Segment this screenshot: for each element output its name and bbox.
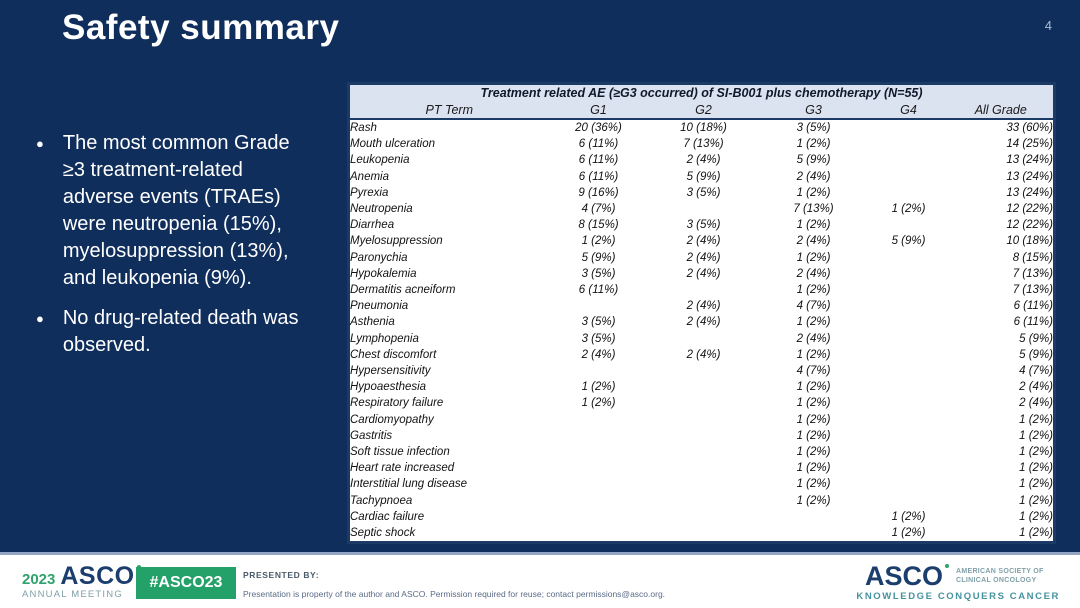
value-cell	[869, 119, 949, 136]
pt-term-cell: Anemia	[350, 170, 389, 183]
value-cell	[549, 493, 649, 509]
value-cell: 5 (9%)	[796, 154, 831, 167]
value-cell: 1 (2%)	[796, 138, 831, 151]
value-cell: 7 (13%)	[1012, 267, 1053, 280]
value-cell: 6 (11%)	[578, 154, 619, 167]
pt-term-cell: Respiratory failure	[350, 397, 444, 410]
value-cell	[649, 379, 759, 395]
pt-term-cell: Hypoaesthesia	[350, 381, 427, 394]
value-cell: 4 (7%)	[796, 300, 831, 313]
table-row	[349, 493, 1055, 509]
presented-by-block	[243, 570, 665, 599]
value-cell	[869, 363, 949, 379]
logo-asco-wordmark: ASCO	[60, 562, 135, 590]
hashtag-badge: #ASCO23	[136, 567, 236, 599]
value-cell	[649, 282, 759, 298]
pt-term-cell: Pyrexia	[350, 186, 389, 199]
value-cell: 3 (5%)	[686, 219, 721, 232]
table-row	[349, 509, 1055, 525]
value-cell: 2 (4%)	[796, 235, 831, 248]
value-cell: 1 (2%)	[581, 397, 616, 410]
value-cell: 2 (4%)	[686, 154, 721, 167]
value-cell: 13 (24%)	[1006, 170, 1053, 183]
value-cell: 3 (5%)	[686, 186, 721, 199]
value-cell: 2 (4%)	[796, 170, 831, 183]
value-cell: 13 (24%)	[1006, 154, 1053, 167]
bullet-item	[36, 130, 328, 292]
value-cell: 1 (2%)	[581, 235, 616, 248]
value-cell: 4 (7%)	[581, 203, 616, 216]
value-cell: 2 (4%)	[1019, 381, 1053, 394]
value-cell	[759, 525, 869, 543]
bullet-text: ● The most common Grade ≥3 treatment-related adverse events (TRAEs) were neutropenia (15%), myelosuppression (13%), and leukopenia (9%).	[62, 132, 290, 289]
value-cell: 1 (2%)	[796, 348, 831, 361]
value-cell: 3 (5%)	[581, 316, 616, 329]
slide-number: 4	[1044, 18, 1052, 33]
column-header-g3: G3	[759, 101, 869, 119]
value-cell: 2 (4%)	[686, 251, 721, 264]
value-cell	[869, 169, 949, 185]
value-cell	[649, 428, 759, 444]
value-cell	[649, 525, 759, 543]
value-cell: 6 (11%)	[578, 170, 619, 183]
value-cell: 10 (18%)	[680, 122, 727, 134]
pt-term-cell: Hypersensitivity	[350, 365, 431, 378]
value-cell	[869, 444, 949, 460]
pt-term-cell: Gastritis	[350, 429, 393, 442]
pt-term-cell: Hypokalemia	[350, 267, 417, 280]
society-tagline: KNOWLEDGE CONQUERS CANCER	[856, 591, 1060, 603]
trademark-dot-icon	[945, 564, 949, 568]
asco-wordmark: ASCO	[864, 561, 943, 591]
value-cell	[869, 266, 949, 282]
value-cell	[549, 460, 649, 476]
pt-term-cell: Rash	[350, 122, 377, 134]
bullet-text: ● No drug-related death was observed.	[62, 307, 299, 356]
value-cell: 33 (60%)	[1006, 122, 1053, 134]
column-header-g1: G1	[549, 101, 649, 119]
value-cell: 7 (13%)	[1012, 284, 1053, 297]
table-row	[349, 136, 1055, 152]
value-cell	[869, 460, 949, 476]
value-cell: 1 (2%)	[796, 397, 831, 410]
value-cell: 1 (2%)	[581, 381, 616, 394]
table-title: Treatment related AE (≥G3 occurred) of SI-B001 plus chemotherapy (N=55)	[349, 84, 1055, 102]
value-cell	[869, 412, 949, 428]
value-cell: 6 (11%)	[1013, 316, 1053, 329]
value-cell: 1 (2%)	[1019, 462, 1053, 475]
value-cell: 5 (9%)	[1019, 348, 1053, 361]
pt-term-cell: Lymphopenia	[350, 332, 419, 345]
value-cell	[869, 395, 949, 411]
value-cell	[869, 379, 949, 395]
table-row	[349, 331, 1055, 347]
table-row	[349, 347, 1055, 363]
value-cell	[759, 509, 869, 525]
column-header-g2: G2	[649, 101, 759, 119]
value-cell: 2 (4%)	[796, 267, 831, 280]
value-cell	[649, 444, 759, 460]
value-cell: 6 (11%)	[578, 284, 619, 297]
value-cell: 4 (7%)	[796, 365, 831, 378]
value-cell: 5 (9%)	[891, 235, 926, 248]
value-cell	[869, 152, 949, 168]
value-cell	[869, 493, 949, 509]
value-cell: 6 (11%)	[1013, 300, 1053, 313]
bullet-item	[36, 305, 328, 359]
presented-by-label: PRESENTED BY:	[243, 570, 320, 580]
table-row	[349, 412, 1055, 428]
value-cell	[549, 509, 649, 525]
table-row	[349, 185, 1055, 201]
table-row	[349, 217, 1055, 233]
table-row	[349, 395, 1055, 411]
footer-bar	[0, 552, 1080, 608]
asco-annual-meeting-logo	[22, 562, 141, 600]
logo-year: 2023	[22, 571, 56, 588]
value-cell: 1 (2%)	[796, 446, 831, 459]
value-cell: 6 (11%)	[578, 138, 619, 151]
value-cell	[649, 363, 759, 379]
value-cell	[549, 444, 649, 460]
column-header-g4: G4	[869, 101, 949, 119]
value-cell	[869, 136, 949, 152]
value-cell: 1 (2%)	[796, 251, 831, 264]
value-cell	[649, 395, 759, 411]
table-row	[349, 282, 1055, 298]
value-cell	[869, 217, 949, 233]
value-cell	[869, 282, 949, 298]
table-row	[349, 428, 1055, 444]
pt-term-cell: Dermatitis acneiform	[350, 284, 456, 297]
table-header-row	[349, 101, 1055, 119]
table-title-row	[349, 84, 1055, 102]
value-cell	[649, 509, 759, 525]
page-title: Safety summary	[62, 8, 340, 47]
value-cell: 13 (24%)	[1006, 186, 1053, 199]
value-cell: 10 (18%)	[1006, 235, 1053, 248]
value-cell: 5 (9%)	[581, 251, 616, 264]
table-row	[349, 119, 1055, 136]
table-row	[349, 525, 1055, 543]
value-cell: 8 (15%)	[1012, 251, 1053, 264]
pt-term-cell: Asthenia	[350, 316, 395, 329]
table-row	[349, 460, 1055, 476]
value-cell: 7 (13%)	[793, 203, 834, 216]
value-cell	[549, 476, 649, 492]
pt-term-cell: Pneumonia	[350, 300, 409, 313]
value-cell: 2 (4%)	[686, 316, 721, 329]
value-cell	[869, 428, 949, 444]
value-cell	[549, 428, 649, 444]
table-row	[349, 314, 1055, 330]
value-cell: 5 (9%)	[686, 170, 721, 183]
value-cell: 1 (2%)	[796, 219, 831, 232]
value-cell: 3 (5%)	[581, 267, 616, 280]
permission-text: Presentation is property of the author and ASCO. Permission required for reuse; contact permissions@asco.org.	[243, 589, 666, 599]
value-cell: 2 (4%)	[686, 300, 721, 313]
value-cell: 1 (2%)	[796, 462, 831, 475]
pt-term-cell: Neutropenia	[350, 203, 413, 216]
logo-subtitle: ANNUAL MEETING	[22, 589, 123, 600]
value-cell: 1 (2%)	[1019, 527, 1053, 540]
value-cell: 1 (2%)	[796, 478, 831, 491]
table-row	[349, 444, 1055, 460]
pt-term-cell: Mouth ulceration	[350, 138, 436, 151]
value-cell	[649, 331, 759, 347]
value-cell: 12 (22%)	[1006, 203, 1053, 216]
pt-term-cell: Tachypnoea	[350, 494, 413, 507]
table-row	[349, 266, 1055, 282]
value-cell: 1 (2%)	[796, 381, 831, 394]
pt-term-cell: Chest discomfort	[350, 348, 437, 361]
asco-society-logo	[856, 561, 1060, 603]
value-cell: 12 (22%)	[1006, 219, 1053, 232]
value-cell: 2 (4%)	[581, 348, 616, 361]
value-cell	[869, 314, 949, 330]
value-cell: 14 (25%)	[1006, 138, 1053, 151]
pt-term-cell: Heart rate increased	[350, 462, 455, 475]
value-cell: 3 (5%)	[581, 332, 616, 345]
value-cell: 1 (2%)	[891, 510, 926, 523]
value-cell: 1 (2%)	[1019, 478, 1053, 491]
pt-term-cell: Cardiac failure	[350, 510, 425, 523]
table-row	[349, 298, 1055, 314]
value-cell: 1 (2%)	[1019, 510, 1053, 523]
value-cell: 2 (4%)	[796, 332, 831, 345]
bullet-list	[36, 130, 328, 372]
value-cell	[549, 298, 649, 314]
pt-term-cell: Septic shock	[350, 527, 416, 540]
pt-term-cell: Paronychia	[350, 251, 408, 264]
value-cell	[649, 493, 759, 509]
table-body	[349, 119, 1055, 543]
ae-table	[347, 82, 1056, 544]
value-cell	[869, 250, 949, 266]
value-cell: 9 (16%)	[578, 186, 619, 199]
value-cell: 1 (2%)	[1019, 413, 1053, 426]
value-cell	[649, 476, 759, 492]
value-cell	[869, 298, 949, 314]
table-row	[349, 379, 1055, 395]
value-cell: 1 (2%)	[1019, 446, 1053, 459]
value-cell	[549, 363, 649, 379]
value-cell	[869, 476, 949, 492]
society-name: AMERICAN SOCIETY OF CLINICAL ONCOLOGY	[956, 567, 1044, 585]
value-cell	[869, 185, 949, 201]
value-cell: 1 (2%)	[796, 494, 831, 507]
table-row	[349, 250, 1055, 266]
pt-term-cell: Soft tissue infection	[350, 446, 450, 459]
value-cell	[649, 412, 759, 428]
pt-term-cell: Myelosuppression	[350, 235, 443, 248]
value-cell	[549, 412, 649, 428]
value-cell: 1 (2%)	[796, 316, 831, 329]
value-cell	[649, 201, 759, 217]
table-row	[349, 233, 1055, 249]
table-row	[349, 152, 1055, 168]
value-cell: 7 (13%)	[683, 138, 724, 151]
value-cell: 2 (4%)	[686, 267, 721, 280]
table-row	[349, 476, 1055, 492]
value-cell: 2 (4%)	[686, 235, 721, 248]
value-cell: 1 (2%)	[796, 429, 831, 442]
value-cell: 1 (2%)	[796, 186, 831, 199]
pt-term-cell: Interstitial lung disease	[350, 478, 467, 491]
value-cell	[549, 525, 649, 543]
value-cell: 3 (5%)	[796, 122, 831, 134]
column-header-all-grade: All Grade	[949, 101, 1055, 119]
value-cell: 4 (7%)	[1019, 365, 1053, 378]
pt-term-cell: Diarrhea	[350, 219, 395, 232]
value-cell: 2 (4%)	[1019, 397, 1053, 410]
value-cell	[649, 460, 759, 476]
value-cell: 20 (36%)	[575, 122, 622, 134]
pt-term-cell: Cardiomyopathy	[350, 413, 434, 426]
pt-term-cell: Leukopenia	[350, 154, 410, 167]
value-cell: 1 (2%)	[1019, 429, 1053, 442]
value-cell	[869, 347, 949, 363]
value-cell	[869, 331, 949, 347]
value-cell: 1 (2%)	[796, 284, 831, 297]
value-cell: 5 (9%)	[1019, 332, 1053, 345]
column-header-pt-term: PT Term	[349, 101, 549, 119]
table-row	[349, 201, 1055, 217]
value-cell: 8 (15%)	[578, 219, 619, 232]
table-row	[349, 169, 1055, 185]
table-row	[349, 363, 1055, 379]
value-cell: 1 (2%)	[1019, 494, 1053, 507]
value-cell: 2 (4%)	[686, 348, 721, 361]
value-cell: 1 (2%)	[891, 527, 926, 540]
value-cell: 1 (2%)	[891, 203, 926, 216]
value-cell: 1 (2%)	[796, 413, 831, 426]
